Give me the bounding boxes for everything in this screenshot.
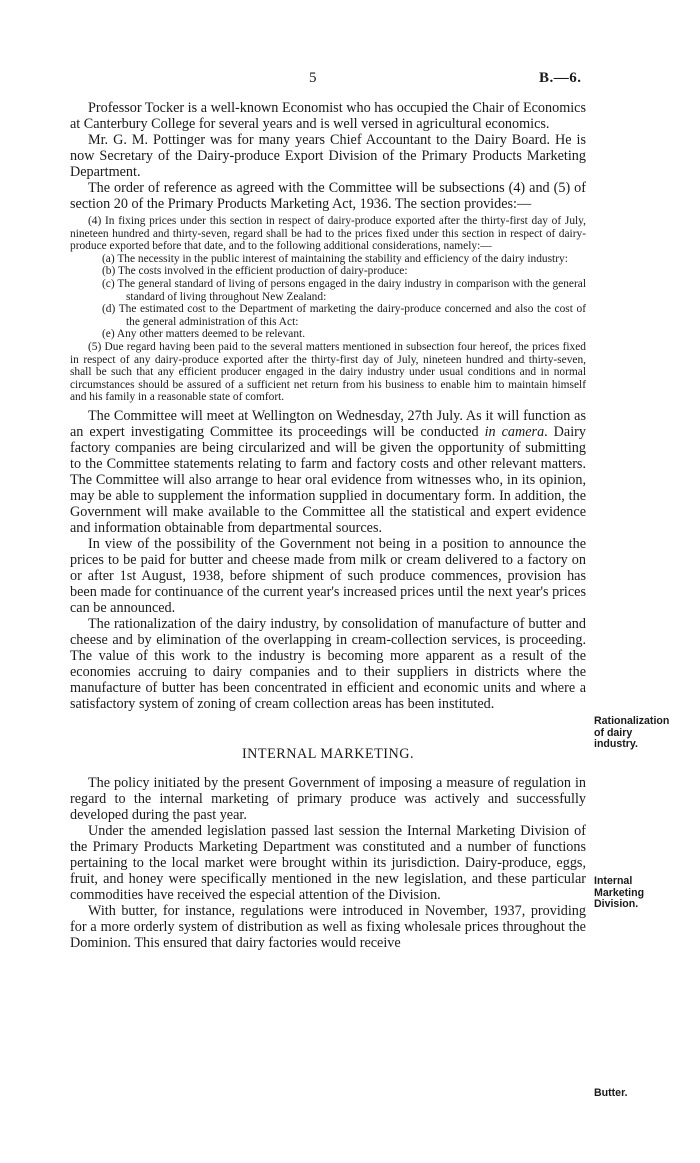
item-text: The estimated cost to the Department of marketing the dairy-produce concerned and also the cost of the general administration of this Act: xyxy=(118,303,586,328)
subsection-4: (4) In fixing prices under this section in respect of dairy-produce exported after the thirty-first day of July, nineteen hundred and thirty-seven, regard shall be had to the prices fixed under this section in respect of dairy-produce exported before that date, and to the following additional considerations, namely:— xyxy=(70,215,586,253)
page-header xyxy=(0,70,700,90)
paragraph-tocker: Professor Tocker is a well-known Economist who has occupied the Chair of Economics at Canterbury College for several years and is well versed in agricultural economics. xyxy=(70,100,586,132)
item-text: Any other matters deemed to be relevant. xyxy=(116,328,306,341)
item-text: The necessity in the public interest of maintaining the stability and efficiency of the dairy industry: xyxy=(117,252,568,265)
margin-note-internal-marketing xyxy=(594,876,684,911)
paragraph-butter-regulations: With butter, for instance, regulations were introduced in November, 1937, providing for a more orderly system of distribution as well as fixing wholesale prices throughout the Dominion. This ensured that dairy factories would receive xyxy=(70,902,586,951)
considerations-list xyxy=(70,253,586,341)
paragraph-amended-legislation: Under the amended legislation passed last session the Internal Marketing Division of the Primary Products Marketing Department was constituted and a number of functions pertaining to the local market were brought within its jurisdiction. Dairy-produce, eggs, fruit, and honey were specifically mentioned in the new legislation, and these particular commodities have received the especial attention of the Division. xyxy=(70,822,586,903)
consideration-item xyxy=(102,265,586,278)
margin-note-butter xyxy=(594,1088,684,1100)
consideration-item xyxy=(102,278,586,303)
committee-text-end: . Dairy factory companies are being circularized and will be given the opportunity of submitting to the Committee statements relating to farm and factory costs and other relevant matters. The Committee will also arrange to hear oral evidence from witnesses who, in its opinion, may be able to supplement the information supplied in documentary form. In addition, the Government will make available to the Committee all the statistical and expert evidence and information obtainable from departmental sources. xyxy=(70,423,586,536)
item-text: The general standard of living of persons engaged in the dairy industry in comparison with the general standard of living throughout New Zealand: xyxy=(117,277,586,303)
paragraph-committee-meeting xyxy=(70,408,586,536)
document-reference: B.—6. xyxy=(539,70,582,86)
paragraph-rationalization: The rationalization of the dairy industry, by consolidation of manufacture of butter and cheese and by elimination of the overlapping in cream-collection services, is proceeding. The value of this work to the industry is becoming more apparent as a result of the economies accruing to dairy companies and to their suppliers in districts where the manufacture of butter has been concentrated in efficient and economic units and where a satisfactory system of zoning of cream collection areas has been instituted. xyxy=(70,615,586,712)
section-heading-internal-marketing: INTERNAL MARKETING. xyxy=(241,745,415,762)
item-marker: (c) xyxy=(102,277,115,290)
margin-note-line: industry. xyxy=(594,738,638,750)
committee-text-start: The Committee will meet at Wellington on Wednesday, 27th July. As it will function as an expert investigating Committee its proceedings will be conducted xyxy=(70,407,586,440)
item-text: The costs involved in the efficient production of dairy-produce: xyxy=(117,265,408,278)
margin-note-line: Internal xyxy=(594,875,633,887)
item-marker: (b) xyxy=(102,265,116,278)
quoted-section xyxy=(70,215,586,404)
margin-note-rationalization xyxy=(594,716,684,751)
margin-note-line: Marketing xyxy=(594,886,645,899)
margin-note-line: of dairy xyxy=(594,726,633,739)
in-camera-phrase: in camera xyxy=(484,423,545,440)
item-marker: (e) xyxy=(102,328,115,341)
consideration-item xyxy=(102,303,586,328)
paragraph-continuance-of-prices: In view of the possibility of the Government not being in a position to announce the prices to be paid for butter and cheese made from milk or cream delivered to a factory on or after 1st August, 1938, before shipment of such produce commences, provision has been made for continuance of the current year's increased prices until the next year's prices can be announced. xyxy=(70,535,586,616)
consideration-item xyxy=(102,328,586,341)
margin-note-line: Division. xyxy=(594,898,639,910)
paragraph-order-of-reference: The order of reference as agreed with the Committee will be subsections (4) and (5) of section 20 of the Primary Products Marketing Act, 1936. The section provides:— xyxy=(70,180,586,212)
margin-note-line: Rationalization xyxy=(594,715,670,727)
page-number: 5 xyxy=(309,70,317,86)
item-marker: (a) xyxy=(102,252,115,265)
paragraph-policy: The policy initiated by the present Government of imposing a measure of regulation in regard to the internal marketing of primary produce was actively and successfully developed during the past year. xyxy=(70,774,586,823)
subsection-5: (5) Due regard having been paid to the several matters mentioned in subsection four hereof, the prices fixed in respect of any dairy-produce exported after the thirty-first day of July, nineteen hundred and thirty-seven, shall be such that any efficient producer engaged in the dairy industry under usual conditions and in normal circumstances should be assured of a sufficient net return from his business to enable him to maintain himself and his family in a reasonable state of comfort. xyxy=(70,340,586,404)
margin-note-line: Butter. xyxy=(594,1087,628,1099)
body-text xyxy=(70,100,586,951)
consideration-item xyxy=(102,253,586,266)
item-marker: (d) xyxy=(102,303,116,316)
paragraph-pottinger: Mr. G. M. Pottinger was for many years Chief Accountant to the Dairy Board. He is now Secretary of the Dairy-produce Export Division of the Primary Products Marketing Department. xyxy=(70,132,586,180)
